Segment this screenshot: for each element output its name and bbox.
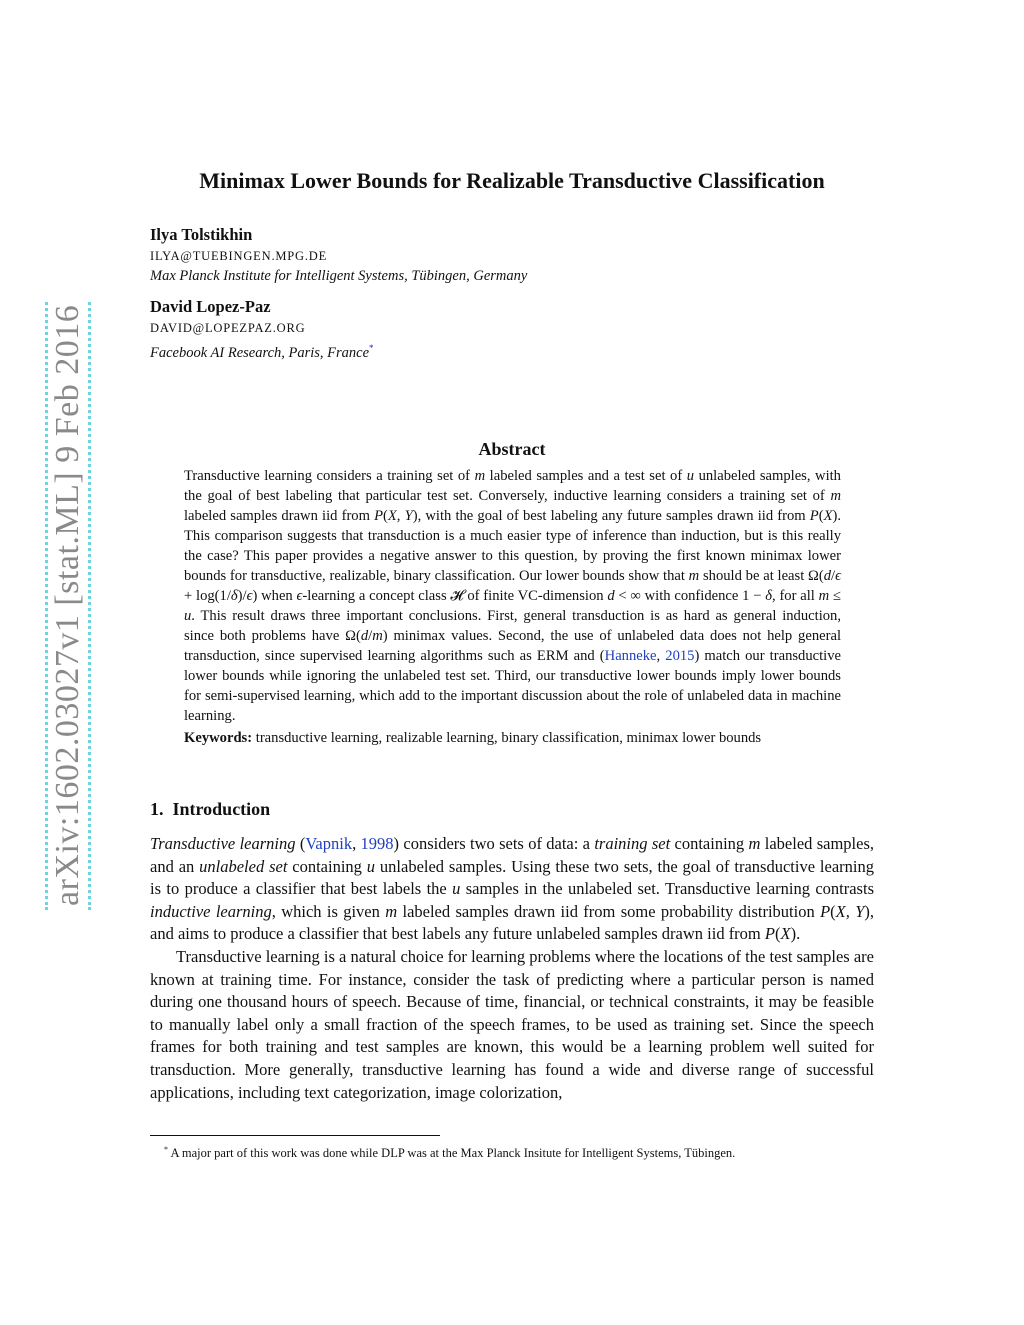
footnote-text: A major part of this work was done while DLP was at the Max Planck Insitute for Intelligent Systems, Tübingen. — [170, 1146, 736, 1161]
body-paragraph: Transductive learning is a natural choice for learning problems where the locations of the test samples are known at training time. For instance, consider the task of predicting where a particular person is named during one thousand hours of speech. Because of time, financial, or technical constraints, it may be feasible to manually label only a small fraction of the speech frames, to be used as training set. Since the speech frames for both training and test samples are known, this would be a learning problem well suited for transduction. More generally, transductive learning has found a wide and diverse range of successful applications, including text categorization, image colorization, — [150, 946, 874, 1102]
keywords-label: Keywords: — [184, 730, 253, 746]
abstract-paragraph: Transductive learning considers a training set of m labeled samples and a test set of u unlabeled samples, with the goal of best labeling that particular test set. Conversely, inductive learning considers a training set of m labeled samples drawn iid from P(X, Y), with the goal of best labeling any future samples drawn iid from P(X). This comparison suggests that transduction is a much easier type of inference than induction, but is this really the case? This paper provides a negative answer to this question, by proving the first known minimax lower bounds for transductive, realizable, binary classification. Our lower bounds show that m should be at least Ω(d/ϵ + log(1/δ)/ϵ) when ϵ-learning a concept class 𝓗 of finite VC-dimension d < ∞ with confidence 1 − δ, for all m ≤ u. This result draws three important conclusions. First, general transduction is as hard as general induction, since both problems have Ω(d/m) minimax values. Second, the use of unlabeled data does not help general transduction, since supervised learning algorithms such as ERM and (Hanneke, 2015) match our transductive lower bounds while ignoring the unlabeled test set. Third, our transductive lower bounds imply lower bounds for semi-supervised learning, which add to the important discussion about the role of unlabeled data in machine learning. — [184, 468, 842, 724]
section-number: 1. — [150, 799, 164, 819]
footnote-marker[interactable]: * — [369, 343, 374, 353]
citation-link[interactable]: Hanneke — [604, 648, 657, 664]
citation-year-link[interactable]: 1998 — [360, 834, 394, 853]
citation-year-link[interactable]: 2015 — [665, 648, 695, 664]
author-block-2 — [150, 296, 874, 363]
keywords-line — [184, 728, 841, 748]
paper-title: Minimax Lower Bounds for Realizable Transductive Classification — [199, 168, 825, 193]
body-paragraph: Transductive learning (Vapnik, 1998) considers two sets of data: a training set containing m labeled samples, and an unlabeled set containing u unlabeled samples. Using these two sets, the goal of transductive learning is to produce a classifier that best labels the u samples in the unlabeled set. Transductive learning contrasts inductive learning, which is given m labeled samples drawn iid from some probability distribution P(X, Y), and aims to produce a classifier that best labels any future unlabeled samples drawn iid from P(X). — [150, 834, 875, 944]
arxiv-identifier: arXiv:1602.03027v1 [stat.ML] 9 Feb 2016 — [45, 302, 91, 910]
footnote-mark: * — [164, 1145, 168, 1154]
author-email[interactable]: ILYA@TUEBINGEN.MPG.DE — [150, 249, 328, 263]
keywords-text: transductive learning, realizable learning, binary classification, minimax lower bounds — [255, 730, 762, 746]
section-heading — [150, 797, 874, 821]
footnote — [164, 1141, 884, 1162]
section-title: Introduction — [172, 799, 271, 819]
author-email[interactable]: DAVID@LOPEZPAZ.ORG — [150, 321, 306, 335]
abstract-heading: Abstract — [478, 439, 546, 459]
author-name: Ilya Tolstikhin — [150, 225, 253, 244]
author-affiliation-text: Facebook AI Research, Paris, France — [150, 344, 370, 361]
author-affiliation — [150, 338, 874, 363]
citation-link[interactable]: Vapnik — [305, 834, 353, 853]
author-name: David Lopez-Paz — [150, 297, 271, 316]
introduction-body — [150, 833, 874, 1104]
author-block-1 — [150, 224, 874, 286]
footnote-divider — [150, 1135, 440, 1136]
author-affiliation: Max Planck Institute for Intelligent Systems, Tübingen, Germany — [150, 268, 528, 284]
abstract-body — [184, 466, 841, 748]
